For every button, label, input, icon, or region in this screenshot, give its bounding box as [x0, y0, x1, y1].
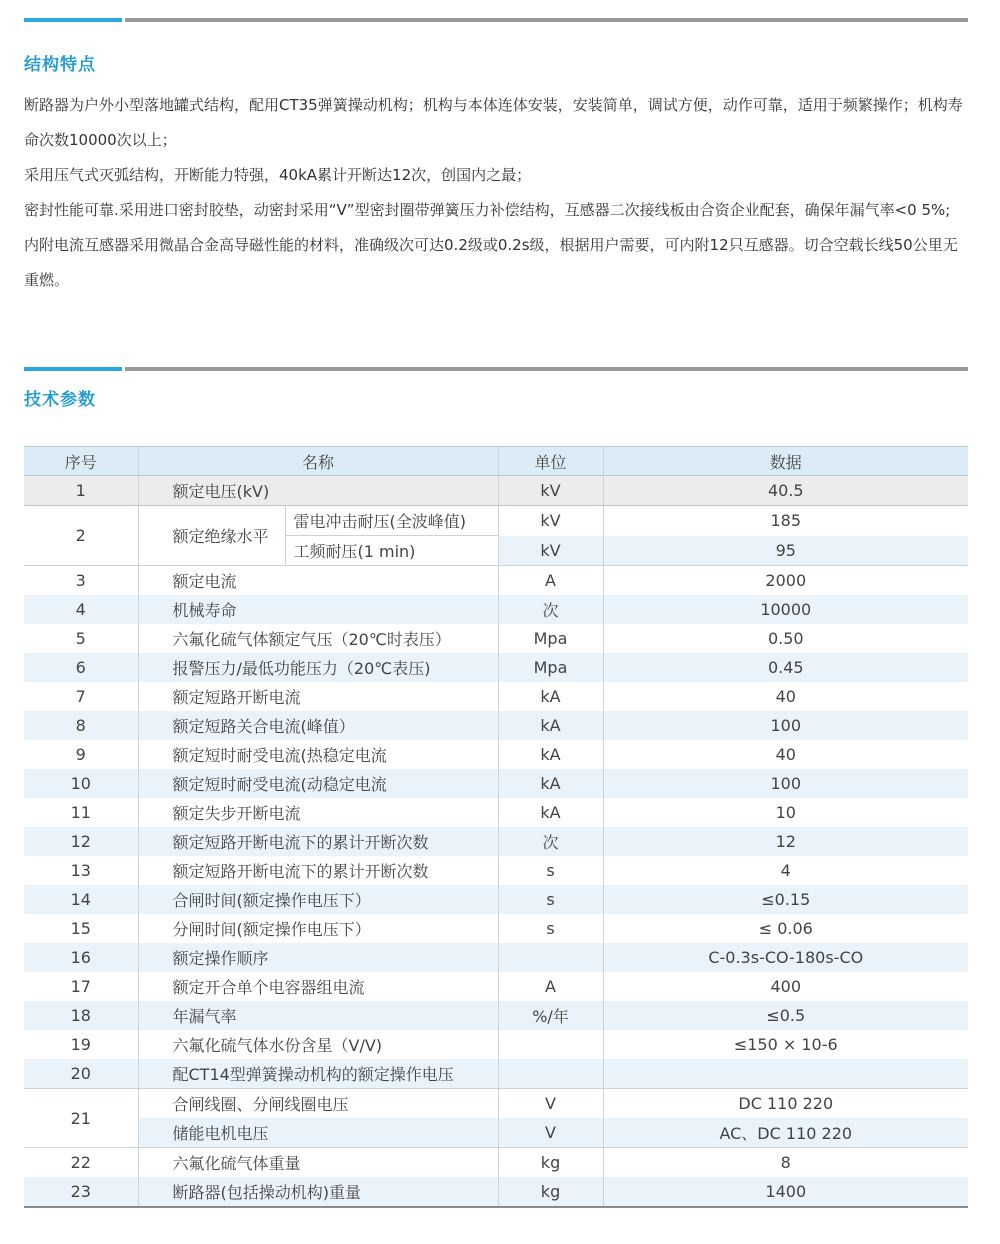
row-value: 40	[603, 682, 968, 711]
row-name: 年漏气率	[138, 1001, 498, 1030]
row-unit: s	[498, 856, 603, 885]
row-value: 0.45	[603, 653, 968, 682]
row-unit: kA	[498, 682, 603, 711]
row-value: 1400	[603, 1177, 968, 1207]
table-row	[24, 1001, 968, 1030]
row-name: 配CT14型弹簧操动机构的额定操作电压	[138, 1059, 498, 1089]
table-row	[24, 476, 968, 506]
row-unit: kV	[498, 506, 603, 536]
table-row	[24, 943, 968, 972]
table-row	[24, 624, 968, 653]
row-name: 额定短路开断电流	[138, 682, 498, 711]
header-value: 数据	[603, 447, 968, 476]
row-no: 22	[24, 1148, 138, 1178]
row-value: 0.50	[603, 624, 968, 653]
row-name: 额定电流	[138, 566, 498, 596]
table-row	[24, 914, 968, 943]
row-unit	[498, 1030, 603, 1059]
row-value: 40.5	[603, 476, 968, 506]
header-name: 名称	[138, 447, 498, 476]
row-unit	[498, 943, 603, 972]
row-no: 23	[24, 1177, 138, 1207]
row-no: 9	[75, 745, 86, 764]
paragraph: 采用压气式灭弧结构，开断能力特强，40kA累计开断达12次，创国内之最；	[24, 166, 532, 184]
row-unit: 次	[498, 827, 603, 856]
table-header-row	[24, 447, 968, 476]
row-no: 11	[70, 803, 91, 822]
row-value: C-0.3s-CO-180s-CO	[603, 943, 968, 972]
row-unit: A	[498, 566, 603, 596]
paragraph: 密封性能可靠.采用进口密封胶垫，动密封采用“V”型密封圈带弹簧压力补偿结构，互感器二次接线板由合资企业配套，确保年漏气率<0 5%;	[24, 201, 951, 219]
row-unit: kA	[498, 711, 603, 740]
row-value: 400	[603, 972, 968, 1001]
row-no: 7	[75, 687, 86, 706]
row-no: 12	[24, 827, 138, 856]
row-value: 8	[603, 1148, 968, 1178]
row-unit: kA	[498, 798, 603, 827]
row-no: 3	[24, 566, 138, 596]
row-no: 20	[24, 1059, 138, 1089]
row-value: 10000	[603, 595, 968, 624]
row-unit: V	[498, 1089, 603, 1119]
paragraph: 断路器为户外小型落地罐式结构，配用CT35弹簧操动机构；机构与本体连体安装，安装简单，调试方便，动作可靠，适用于频繁操作；机构寿命次数10000次以上；	[24, 96, 963, 149]
row-name: 额定短时耐受电流(动稳定电流	[138, 769, 498, 798]
section-divider	[24, 367, 968, 371]
row-unit: kA	[498, 740, 603, 769]
row-value: DC 110 220	[603, 1089, 968, 1119]
row-no: 15	[70, 919, 91, 938]
row-value: 100	[603, 711, 968, 740]
row-unit: Mpa	[498, 653, 603, 682]
row-name: 额定短时耐受电流(热稳定电流	[138, 740, 498, 769]
row-unit: 次	[498, 595, 603, 624]
row-subname: 工频耐压(1 min)	[285, 536, 498, 566]
row-name: 合闸时间(额定操作电压下）	[138, 885, 498, 914]
row-no: 10	[24, 769, 138, 798]
table-row	[24, 711, 968, 740]
row-no: 21	[24, 1089, 138, 1148]
row-value: 12	[603, 827, 968, 856]
row-name: 额定短路开断电流下的累计开断次数	[138, 856, 498, 885]
row-no: 19	[70, 1035, 91, 1054]
row-unit: s	[498, 885, 603, 914]
table-row	[24, 856, 968, 885]
table-row	[24, 1030, 968, 1059]
row-unit: kg	[498, 1148, 603, 1178]
row-name: 额定失步开断电流	[138, 798, 498, 827]
row-value: 4	[603, 856, 968, 885]
section-title-features: 结构特点	[24, 55, 96, 75]
row-unit: kV	[498, 536, 603, 566]
row-no: 16	[24, 943, 138, 972]
row-value: ≤0.15	[603, 885, 968, 914]
row-name: 分闸时间(额定操作电压下）	[138, 914, 498, 943]
features-text	[24, 88, 968, 298]
row-name: 额定短路关合电流(峰值）	[138, 711, 498, 740]
row-value	[603, 1059, 968, 1089]
row-no: 8	[24, 711, 138, 740]
row-name: 报警压力/最低功能压力（20℃表压)	[138, 653, 498, 682]
row-value: 2000	[603, 566, 968, 596]
row-no: 6	[24, 653, 138, 682]
row-value: ≤ 0.06	[603, 914, 968, 943]
table-row	[24, 972, 968, 1001]
row-name: 六氟化硫气体重量	[138, 1148, 498, 1178]
row-name: 额定开合单个电容器组电流	[138, 972, 498, 1001]
row-no: 5	[75, 629, 86, 648]
table-row	[24, 566, 968, 596]
row-no: 4	[24, 595, 138, 624]
row-value: 185	[603, 506, 968, 536]
table-row	[24, 1059, 968, 1089]
row-value: 40	[603, 740, 968, 769]
header-no: 序号	[24, 447, 138, 476]
row-name: 储能电机电压	[138, 1118, 498, 1148]
row-unit	[498, 1059, 603, 1089]
row-no: 18	[24, 1001, 138, 1030]
row-name: 六氟化硫气体额定气压（20℃时表压）	[138, 624, 498, 653]
row-value: ≤0.5	[603, 1001, 968, 1030]
row-unit: %/年	[498, 1001, 603, 1030]
table-row	[24, 1089, 968, 1119]
row-unit: kV	[498, 476, 603, 506]
table-row	[24, 1148, 968, 1178]
paragraph: 内附电流互感器采用微晶合金高导磁性能的材料，准确级次可达0.2级或0.2s级，根据用户需要，可内附12只互感器。切合空载长线50公里无重燃。	[24, 236, 958, 289]
row-unit: kA	[498, 769, 603, 798]
row-name: 合闸线圈、分闸线圈电压	[138, 1089, 498, 1119]
table-row	[24, 682, 968, 711]
row-value: 100	[603, 769, 968, 798]
table-row	[24, 1177, 968, 1207]
row-no: 13	[70, 861, 91, 880]
row-name: 额定电压(kV)	[138, 476, 498, 506]
table-row	[24, 1118, 968, 1148]
row-no: 17	[70, 977, 91, 996]
section-title-params: 技术参数	[24, 390, 96, 410]
table-row	[24, 653, 968, 682]
table-row	[24, 740, 968, 769]
row-unit: A	[498, 972, 603, 1001]
row-unit: Mpa	[498, 624, 603, 653]
section-divider	[24, 18, 968, 22]
table-row	[24, 769, 968, 798]
row-no: 14	[24, 885, 138, 914]
row-name: 断路器(包括操动机构)重量	[138, 1177, 498, 1207]
spec-table	[24, 446, 968, 1208]
row-value: 10	[603, 798, 968, 827]
row-unit: kg	[498, 1177, 603, 1207]
row-name: 额定短路开断电流下的累计开断次数	[138, 827, 498, 856]
header-unit: 单位	[498, 447, 603, 476]
table-row	[24, 506, 968, 536]
row-no: 2	[75, 526, 86, 545]
row-unit: s	[498, 914, 603, 943]
row-value: 95	[603, 536, 968, 566]
row-name: 机械寿命	[138, 595, 498, 624]
table-row	[24, 885, 968, 914]
row-name: 额定绝缘水平	[138, 506, 285, 566]
row-value: AC、DC 110 220	[603, 1118, 968, 1148]
row-subname: 雷电冲击耐压(全波峰值)	[285, 506, 498, 536]
row-value: ≤150 × 10-6	[603, 1030, 968, 1059]
table-row	[24, 798, 968, 827]
row-unit: V	[498, 1118, 603, 1148]
table-row	[24, 827, 968, 856]
row-name: 额定操作顺序	[138, 943, 498, 972]
row-name: 六氟化硫气体水份含星（V/V)	[138, 1030, 498, 1059]
table-row	[24, 595, 968, 624]
row-no: 1	[24, 476, 138, 506]
